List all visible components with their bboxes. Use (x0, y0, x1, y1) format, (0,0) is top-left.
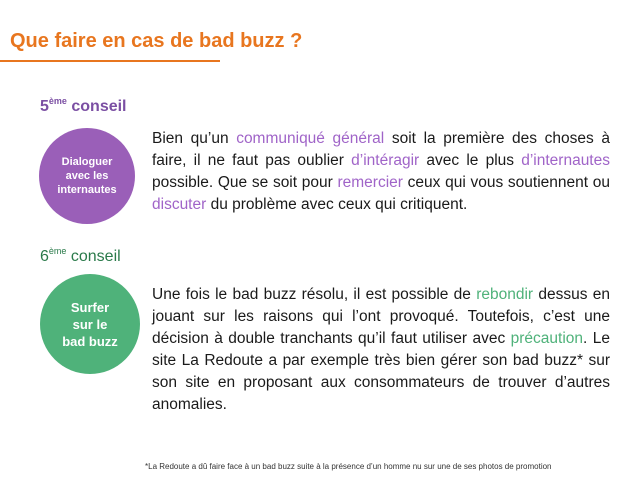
text-run: Une fois le bad buzz résolu, il est possible de (152, 286, 477, 303)
tip5-heading (40, 96, 127, 116)
tip5-circle-line: Dialoguer (61, 156, 113, 168)
tip6-circle-line: bad buzz (62, 333, 118, 349)
text-run: soit la première des choses à faire, il ne faut pas oublier (152, 130, 610, 169)
highlight-internautes: d’internautes (521, 152, 610, 169)
highlight-rebondir: rebondir (476, 286, 534, 303)
tip6-circle-line: Surfer (70, 299, 110, 315)
highlight-precaution: précaution (510, 330, 584, 347)
tip6-circle (40, 274, 140, 374)
tip5-paragraph (152, 128, 610, 216)
tip6-word: conseil (66, 248, 121, 265)
text-run: dessus en jouant sur les raisons qui l’ont provoqué. Toutefois, c’est une décision à double tranchants qu’il faut utiliser avec (152, 286, 611, 347)
tip5-circle (39, 128, 135, 224)
text-run: ceux qui vous soutiennent ou (402, 174, 610, 191)
highlight-discuter: discuter (152, 196, 207, 213)
tip6-circle-line: sur le (72, 316, 108, 332)
footnote: *La Redoute a dû faire face à un bad buzz suite à la présence d’un homme nu sur une de ses photos de promotion (145, 462, 552, 471)
tip6-suffix: ème (48, 246, 67, 256)
text-run: avec le plus (419, 152, 522, 169)
text-run: possible. Que se soit pour (152, 174, 338, 191)
title-underline (0, 60, 220, 62)
tip6-number: 6 (40, 248, 49, 265)
tip5-circle-line: internautes (57, 184, 117, 196)
page-title: Que faire en cas de bad buzz ? (10, 30, 303, 52)
highlight-remercier: remercier (337, 174, 403, 191)
tip6-paragraph (152, 284, 610, 416)
text-run: . Le site La Redoute a par exemple très bien gérer son bad buzz* sur son site en proposant aux consommateurs de trouver d’autres anomalies. (152, 330, 610, 413)
highlight-interagir: d’intéragir (351, 152, 420, 169)
text-run: du problème avec ceux qui critiquent. (206, 196, 468, 213)
tip5-number: 5 (40, 98, 49, 115)
tip6-heading (40, 246, 121, 266)
tip5-suffix: ème (48, 96, 67, 106)
tip5-word: conseil (66, 98, 127, 115)
highlight-communique: communiqué général (236, 130, 385, 147)
text-run: Bien qu’un (152, 130, 237, 147)
tip5-circle-line: avec les (65, 170, 109, 182)
